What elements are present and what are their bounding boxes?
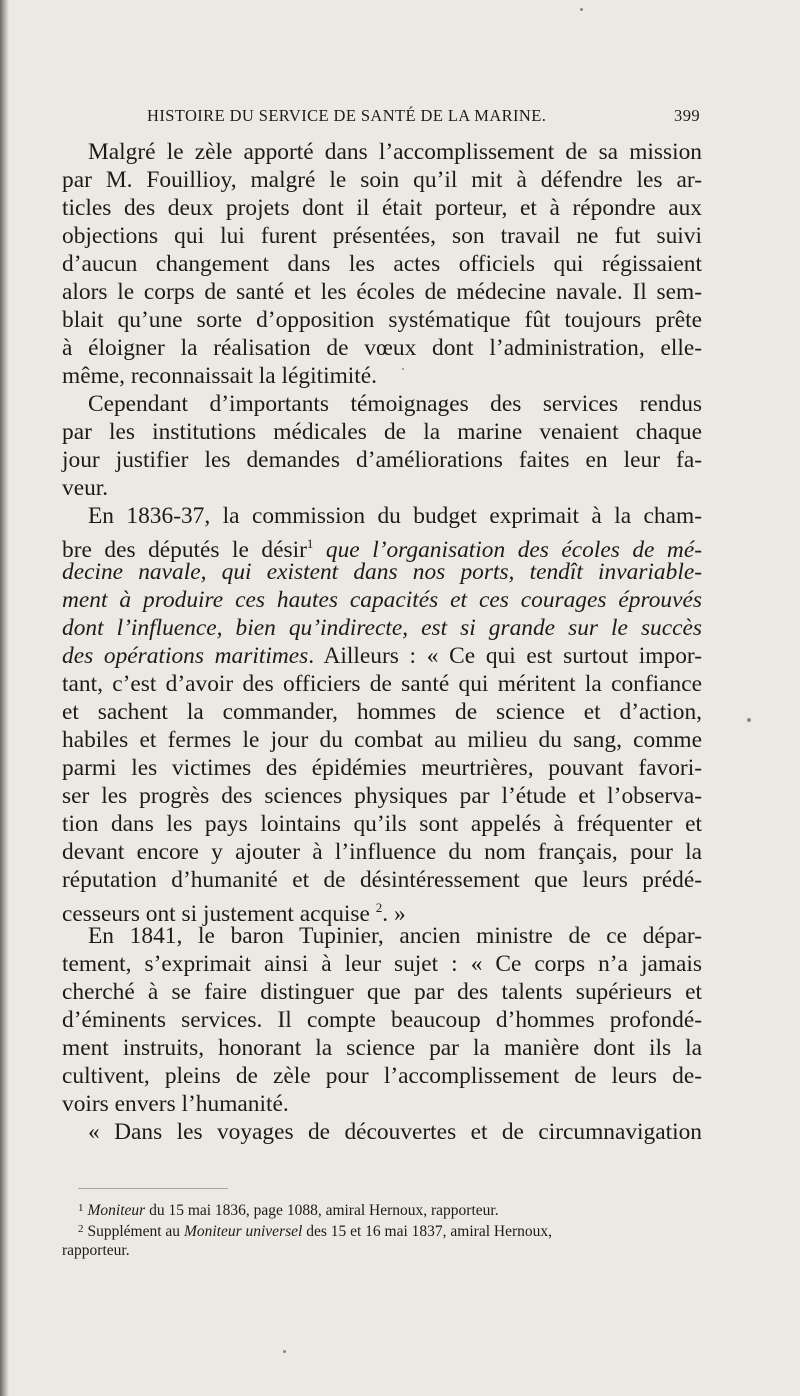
text-line: habiles et fermes le jour du combat au milieu du sang, comme [62,727,702,753]
text-line: par M. Fouillioy, malgré le soin qu’il mit à défendre les ar- [62,167,702,193]
text-line: à éloigner la réalisation de vœux dont l’administration, elle- [62,335,702,361]
text-line: blait qu’une sorte d’opposition systématique fût toujours prête [62,307,702,333]
text-line: objections qui lui furent présentées, son travail ne fut suivi [62,223,702,249]
page-binding-edge [0,0,9,1396]
footnote-ref[interactable]: 2 [375,900,383,915]
footnote-marker: 1 [78,1202,84,1214]
text-line: En 1836-37, la commission du budget exprimait à la cham- [88,503,702,529]
text-line: tion dans les pays lointains qu’ils sont appelés à fréquenter et [62,811,702,837]
footnote-text: Supplément au [87,1223,184,1240]
footnote-text: des 15 et 16 mai 1837, amiral Hernoux, [302,1223,552,1240]
footnote-rule [78,1188,228,1189]
quote-italic: que l’organisation des écoles de mé- [313,536,702,563]
footnote-italic: Moniteur [87,1202,146,1219]
text-line: alors le corps de santé et les écoles de médecine navale. Il sem- [62,279,702,305]
text-line: ticles des deux projets dont il était porteur, et à répondre aux [62,195,702,221]
text-line: réputation d’humanité et de désintéressement que leurs prédé- [62,867,702,893]
text-line: parmi les victimes des épidémies meurtrières, pouvant favori- [62,755,702,781]
paper-speck [283,1350,286,1353]
text-line: tant, c’est d’avoir des officiers de santé qui méritent la confiance [62,671,702,697]
text-line: cherché à se faire distinguer que par des talents supérieurs et [62,979,702,1005]
text-line: ser les progrès des sciences physiques par l’étude et l’observa- [62,783,702,809]
footnote-1 [78,1198,702,1219]
text-line: cultivent, pleins de zèle pour l’accomplissement de leurs de- [62,1063,702,1089]
paper-speck [580,8,583,11]
text-line [62,894,702,927]
footnote-marker: 2 [78,1223,84,1235]
text-line: voirs envers l’humanité. [62,1091,289,1117]
text-line [62,642,702,670]
text-line: même, reconnaissait la légitimité. [62,363,378,389]
text-run: bre des députés le désir [62,536,307,563]
footnote-2 [78,1219,702,1240]
text-line: « Dans les voyages de découvertes et de circumnavigation [88,1119,702,1145]
text-line: par les institutions médicales de la marine venaient chaque [62,419,702,445]
text-line: tement, s’exprimait ainsi à leur sujet : « Ce corps n’a jamais [62,951,702,977]
footnote-2-continued: rapporteur. [62,1242,130,1259]
text-line: veur. [62,475,109,501]
text-line: En 1841, le baron Tupinier, ancien ministre de ce dépar- [88,923,702,949]
body-text [62,138,702,1146]
running-title: HISTOIRE DU SERVICE DE SANTÉ DE LA MARINE. [147,106,547,125]
text-line: et sachent la commander, hommes de science et d’action, [62,699,702,725]
text-line: devant encore y ajouter à l’influence du nom français, pour la [62,839,702,865]
paper-speck [747,718,751,722]
text-line: d’aucun changement dans les actes officiels qui régissaient [62,251,702,277]
paper-speck [402,368,404,370]
text-line: Cependant d’importants témoignages des services rendus [88,391,702,417]
text-run: cesseurs ont si justement acquise [62,900,376,927]
quote-italic-line: dont l’influence, bien qu’indirecte, est si grande sur le succès [62,615,702,641]
quote-italic: des opérations maritimes [62,643,309,669]
text-line: d’éminents services. Il compte beaucoup d’hommes profondé- [62,1007,702,1033]
quote-italic-line: decine navale, qui existent dans nos ports, tendît invariable- [62,559,702,585]
text-line: jour justifier les demandes d’améliorations faites en leur fa- [62,447,702,473]
text-run: . Ailleurs : « Ce qui est surtout impor- [308,643,702,669]
text-run: . » [382,900,406,927]
text-line: Malgré le zèle apporté dans l’accomplissement de sa mission [88,139,702,165]
page-number: 399 [674,106,700,125]
footnote-ref[interactable]: 1 [306,536,314,551]
footnote-text: du 15 mai 1836, page 1088, amiral Hernoux, rapporteur. [145,1202,499,1219]
text-line: ment instruits, honorant la science par la manière dont ils la [62,1035,702,1061]
footnotes [62,1198,702,1261]
running-header [147,106,702,134]
text-line [62,530,702,563]
footnote-italic: Moniteur universel [183,1223,303,1240]
quote-italic-line: ment à produire ces hautes capacités et ces courages éprouvés [62,587,702,613]
